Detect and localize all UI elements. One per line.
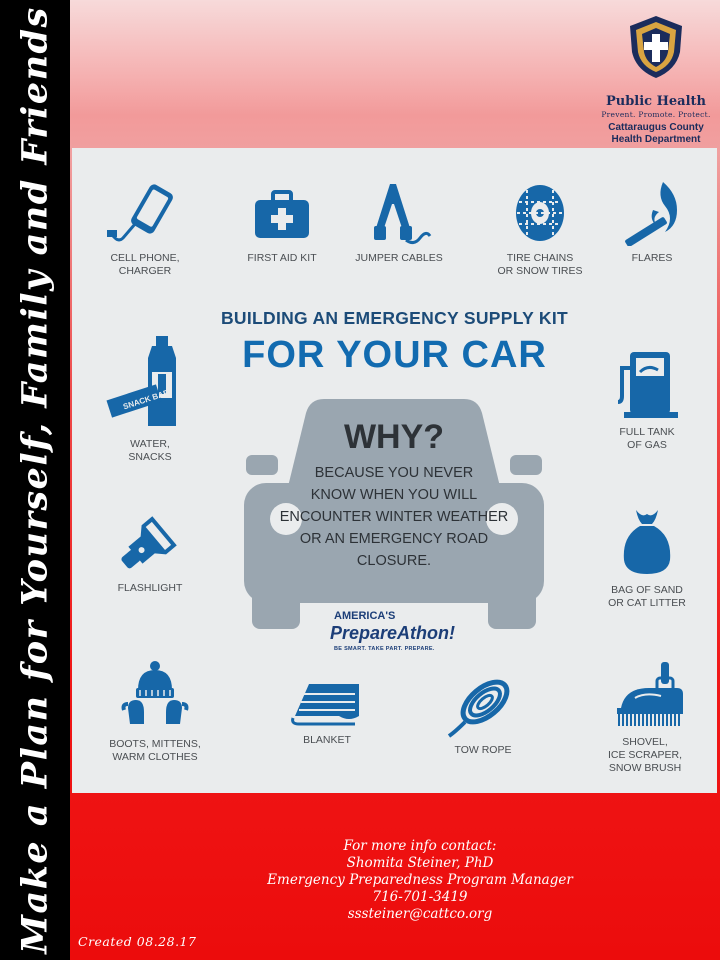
item-water-snacks (90, 336, 210, 464)
logo-county (600, 122, 712, 146)
flashlight-icon (117, 510, 183, 576)
infographic-heading: BUILDING AN EMERGENCY SUPPLY KIT (220, 308, 568, 328)
label-tow-rope: TOW ROPE (454, 744, 512, 756)
label-clothes-1: BOOTS, MITTENS, (109, 738, 201, 750)
item-warm-clothes (100, 660, 210, 764)
label-tire-chains-1: TIRE CHAINS (506, 252, 574, 264)
label-tire-chains-2: OR SNOW TIRES (497, 265, 583, 277)
first-aid-kit-icon (249, 180, 315, 246)
blanket-icon (289, 678, 365, 728)
brand-tagline: BE SMART. TAKE PART. PREPARE. (334, 646, 435, 652)
why-line: ENCOUNTER WINTER WEATHER (279, 509, 509, 525)
contact-heading: For more info contact: (343, 838, 497, 854)
contact-email[interactable]: sssteiner@cattco.org (347, 906, 493, 922)
brand-prepareathon: PrepareAthon! (330, 623, 456, 643)
label-jumper-cables: JUMPER CABLES (355, 252, 443, 264)
item-tow-rope (428, 672, 538, 757)
snow-brush-icon (605, 658, 685, 730)
logo-tagline: Prevent. Promote. Protect. (601, 110, 711, 119)
contact-phone: 716-701-3419 (372, 889, 468, 905)
why-line: CLOSURE. (356, 553, 432, 569)
item-flares (602, 180, 702, 265)
snack-bar-label: SNACK BAR (121, 387, 171, 412)
tow-rope-icon (445, 672, 521, 738)
label-gas-2: OF GAS (627, 439, 667, 451)
sidebar-banner (0, 0, 70, 960)
hat-mittens-icon (120, 660, 190, 732)
logo-title: Public Health (605, 94, 706, 109)
label-gas-1: FULL TANK (619, 426, 675, 438)
item-blanket (272, 678, 382, 747)
sand-bag-icon (614, 506, 680, 578)
label-clothes-2: WARM CLOTHES (112, 751, 198, 763)
label-sand-1: BAG OF SAND (611, 584, 683, 596)
infographic-subheading: FOR YOUR CAR (242, 334, 547, 376)
brand-americas: AMERICA'S (334, 610, 396, 622)
label-shovel-3: SNOW BRUSH (608, 762, 682, 774)
tire-chains-icon (507, 180, 573, 246)
label-flashlight: FLASHLIGHT (117, 582, 183, 594)
jumper-cables-icon (364, 180, 434, 246)
label-blanket: BLANKET (303, 734, 351, 746)
created-date: Created 08.28.17 (78, 934, 197, 949)
why-line: OR AN EMERGENCY ROAD (299, 531, 489, 547)
label-water-2: SNACKS (128, 451, 172, 463)
why-line: KNOW WHEN YOU WILL (310, 487, 478, 503)
label-sand-2: OR CAT LITTER (608, 597, 686, 609)
label-first-aid: FIRST AID KIT (247, 252, 317, 264)
contact-info (200, 838, 640, 923)
sidebar-slogan: Make a Plan for Yourself, Family and Friends (14, 6, 56, 954)
cell-phone-icon (105, 180, 185, 246)
logo-county-line: Cattaraugus County (608, 122, 704, 133)
why-explanation (254, 462, 534, 572)
water-bottle-icon (100, 336, 200, 432)
flare-icon (619, 180, 685, 246)
contact-title: Emergency Preparedness Program Manager (267, 872, 573, 888)
label-shovel-2: ICE SCRAPER, (607, 749, 683, 761)
item-first-aid (232, 180, 332, 265)
item-shovel (590, 658, 700, 775)
label-flares: FLARES (631, 252, 673, 264)
logo-department-line: Health Department (611, 134, 701, 145)
shield-logo-icon (626, 14, 686, 80)
item-full-tank (592, 348, 702, 452)
item-cell-phone (90, 180, 200, 278)
supply-kit-infographic (72, 148, 717, 793)
label-cell-phone-2: CHARGER (118, 265, 172, 277)
label-water-1: WATER, (130, 438, 170, 450)
gas-pump-icon (612, 348, 682, 420)
why-line: BECAUSE YOU NEVER (314, 465, 474, 481)
item-flashlight (100, 510, 200, 595)
item-tire-chains (485, 180, 595, 278)
label-cell-phone-1: CELL PHONE, (110, 252, 180, 264)
contact-name: Shomita Steiner, PhD (346, 855, 494, 871)
why-title: WHY? (343, 418, 445, 456)
label-shovel-1: SHOVEL, (622, 736, 668, 748)
item-sand-bag (592, 506, 702, 610)
item-jumper-cables (344, 180, 454, 265)
